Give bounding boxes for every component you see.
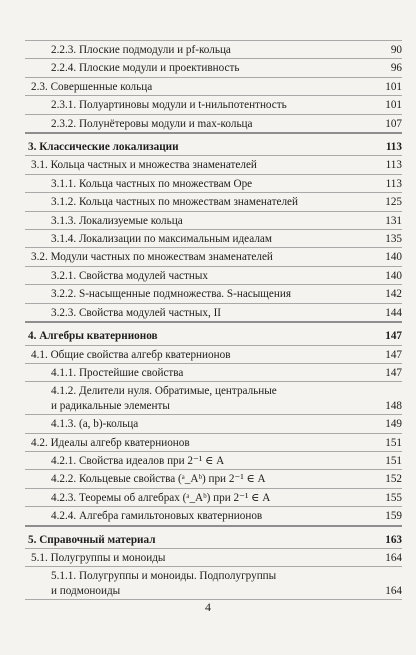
toc-row [25, 567, 402, 600]
toc-row [25, 212, 402, 230]
toc-title: 4.1. Общие свойства алгебр кватернионов [31, 348, 231, 361]
toc-row [25, 285, 402, 303]
toc-title: 3.1.3. Локализуемые кольца [51, 214, 183, 227]
toc-row [25, 115, 402, 134]
toc-row [25, 507, 402, 526]
toc-page: 140 [385, 251, 402, 264]
toc-page: 147 [385, 366, 402, 379]
toc-row [25, 59, 402, 77]
toc-row [25, 434, 402, 452]
toc-chapter-row [25, 327, 402, 345]
toc-row [25, 78, 402, 96]
toc-page: 125 [385, 196, 402, 209]
toc-page: 135 [385, 233, 402, 246]
toc-row [25, 346, 402, 364]
toc-title: 3.2.2. S-насыщенные подмножества. S-насыщения [51, 288, 291, 301]
toc-page: 147 [385, 330, 402, 343]
toc-title-continued: и радикальные элементы [51, 399, 170, 412]
toc-title: 2.3. Совершенные кольца [31, 80, 153, 93]
toc-page: 147 [385, 348, 402, 361]
toc-chapter-row [25, 531, 402, 549]
toc-page: 113 [385, 141, 402, 154]
toc-title-continued: и подмоноиды [51, 584, 121, 597]
toc-page: 107 [385, 117, 402, 130]
toc-title: 2.2.4. Плоские модули и проективность [51, 62, 240, 75]
toc-page: 90 [390, 44, 402, 56]
toc-row [25, 489, 402, 507]
toc-title: 4.2.2. Кольцевые свойства (ᵃ_Aᵇ) при 2⁻¹ ∈ A [51, 473, 266, 486]
toc-row [25, 549, 402, 567]
toc-page: 101 [385, 80, 402, 93]
toc-title: 4.1.2. Делители нуля. Обратимые, центральные [51, 385, 277, 398]
toc-page: 164 [385, 584, 402, 597]
toc-row [25, 452, 402, 470]
toc-page: 142 [385, 288, 402, 301]
toc-title: 3.1.1. Кольца частных по множествам Оре [51, 177, 253, 190]
toc-row [25, 470, 402, 488]
toc-page: 113 [385, 177, 402, 190]
toc-title: 4. Алгебры кватернионов [28, 330, 158, 343]
toc-title: 5.1.1. Полугруппы и моноиды. Подполугруппы [51, 570, 277, 583]
toc-page: 164 [385, 551, 402, 564]
toc-chapter-row [25, 138, 402, 156]
toc-title: 3. Классические локализации [28, 141, 179, 154]
toc-page: 101 [385, 99, 402, 112]
toc-row [25, 175, 402, 193]
toc-title: 3.1. Кольца частных и множества знаменателей [31, 159, 257, 172]
toc-title: 2.3.1. Полуартиновы модули и t-нильпотентность [51, 99, 287, 112]
toc-title: 3.2.1. Свойства модулей частных [51, 269, 208, 282]
toc-title: 2.2.3. Плоские подмодули и pf-кольца [51, 44, 231, 56]
toc-row [25, 267, 402, 285]
toc-title: 3.1.4. Локализации по максимальным идеалам [51, 233, 272, 246]
toc-page: 151 [385, 454, 402, 467]
toc-title: 3.2. Модули частных по множествам знаменателей [31, 251, 273, 264]
toc-title: 5. Справочный материал [28, 533, 156, 546]
toc-page: 113 [385, 159, 402, 172]
toc-row [25, 40, 402, 59]
toc-page: 159 [385, 510, 402, 523]
toc-row [25, 415, 402, 433]
toc-row [25, 382, 402, 415]
toc-page: 140 [385, 269, 402, 282]
toc-page: 131 [385, 214, 402, 227]
toc-page: 151 [385, 436, 402, 449]
toc-page: 149 [385, 418, 402, 431]
toc-page: 96 [390, 62, 402, 75]
toc-row [25, 364, 402, 382]
toc-title: 2.3.2. Полунётеровы модули и max-кольца [51, 117, 253, 130]
page-number: 4 [205, 600, 211, 614]
toc-row [25, 96, 402, 114]
toc-title: 3.2.3. Свойства модулей частных, II [51, 306, 222, 319]
toc-page: 148 [385, 399, 402, 412]
toc-page: 155 [385, 491, 402, 504]
toc-title: 4.2.3. Теоремы об алгебрах (ᵃ_Aᵇ) при 2⁻¹ ∈ A [51, 491, 271, 504]
toc-page: 144 [385, 306, 402, 319]
toc-title: 4.2.4. Алгебра гамильтоновых кватернионов [51, 510, 263, 523]
table-of-contents [25, 40, 402, 600]
toc-title: 4.2.1. Свойства идеалов при 2⁻¹ ∈ A [51, 454, 225, 467]
toc-row [25, 156, 402, 174]
toc-row [25, 230, 402, 248]
toc-title: 4.1.1. Простейшие свойства [51, 366, 184, 379]
toc-title: 3.1.2. Кольца частных по множествам знаменателей [51, 196, 298, 209]
toc-page: 152 [385, 473, 402, 486]
toc-title: 5.1. Полугруппы и моноиды [31, 551, 166, 564]
toc-page: 163 [385, 533, 402, 546]
toc-row [25, 248, 402, 266]
toc-row [25, 193, 402, 211]
toc-row [25, 304, 402, 323]
toc-title: 4.1.3. (a, b)-кольца [51, 418, 139, 431]
toc-title: 4.2. Идеалы алгебр кватернионов [31, 436, 190, 449]
